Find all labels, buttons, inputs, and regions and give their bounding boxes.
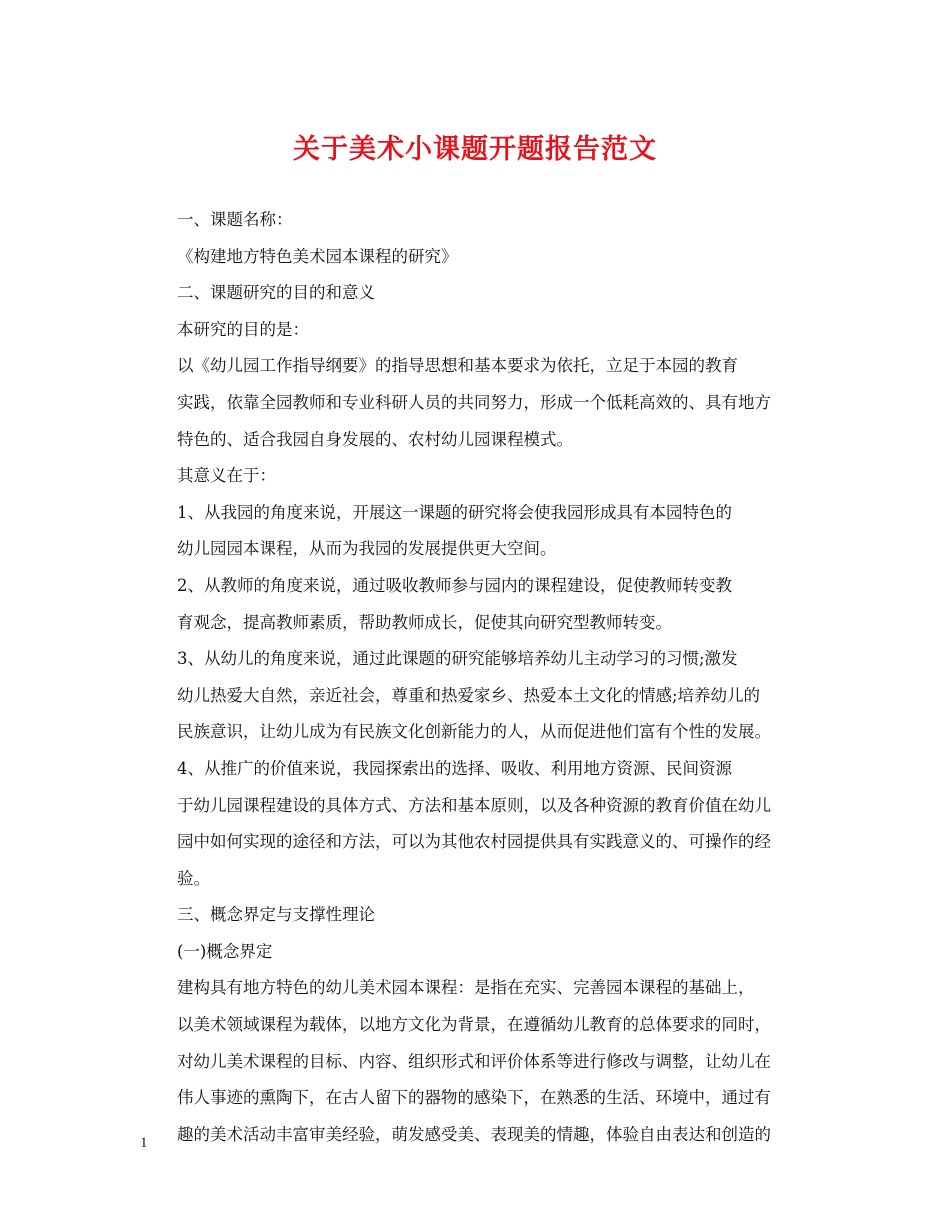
paragraph	[140, 239, 816, 276]
paragraph	[140, 641, 816, 751]
paragraph	[140, 348, 816, 458]
paragraph-line: 3、从幼儿的角度来说，通过此课题的研究能够培养幼儿主动学习的习惯;激发	[177, 649, 738, 669]
paragraph-line: 以《幼儿园工作指导纲要》的指导思想和基本要求为依托，立足于本园的教育	[177, 356, 738, 376]
paragraph	[140, 970, 816, 1153]
paragraph-line: 三、概念界定与支撑性理论	[177, 905, 375, 925]
paragraph-line: 园中如何实现的途径和方法，可以为其他农村园提供具有实践意义的、可操作的经	[177, 832, 771, 852]
paragraph-line: 1、从我园的角度来说，开展这一课题的研究将会使我园形成具有本园特色的	[177, 502, 732, 522]
paragraph	[140, 495, 816, 568]
paragraph-line: 其意义在于：	[177, 466, 276, 486]
paragraph-line: 对幼儿美术课程的目标、内容、组织形式和评价体系等进行修改与调整，让幼儿在	[177, 1051, 771, 1071]
paragraph	[140, 897, 816, 934]
paragraph	[140, 458, 816, 495]
paragraph-line: 特色的、适合我园自身发展的、农村幼儿园课程模式。	[177, 429, 573, 449]
paragraph	[140, 275, 816, 312]
paragraph-line: 建构具有地方特色的幼儿美术园本课程：是指在充实、完善园本课程的基础上，	[177, 978, 755, 998]
paragraph	[140, 312, 816, 349]
paragraph-line: 本研究的目的是：	[177, 319, 309, 339]
paragraph	[140, 202, 816, 239]
paragraph-line: 以美术领域课程为载体，以地方文化为背景，在遵循幼儿教育的总体要求的同时，	[177, 1015, 771, 1035]
paragraph-line: 2、从教师的角度来说，通过吸收教师参与园内的课程建设，促使教师转变教	[177, 575, 732, 595]
document-title: 关于美术小课题开题报告范文	[293, 134, 657, 165]
paragraph-line: 育观念，提高教师素质，帮助教师成长，促使其向研究型教师转变。	[177, 612, 672, 632]
paragraph-line: 民族意识，让幼儿成为有民族文化创新能力的人，从而促进他们富有个性的发展。	[177, 722, 771, 742]
paragraph-line: 验。	[177, 868, 210, 888]
paragraph	[140, 751, 816, 897]
paragraph-line: 4、从推广的价值来说，我园探索出的选择、吸收、利用地方资源、民间资源	[177, 758, 732, 778]
paragraph-line: 实践，依靠全园教师和专业科研人员的共同努力，形成一个低耗高效的、具有地方	[177, 392, 771, 412]
paragraph	[140, 568, 816, 641]
paragraph-line: 《构建地方特色美术园本课程的研究》	[177, 246, 458, 266]
paragraph-line: 趣的美术活动丰富审美经验，萌发感受美、表现美的情趣，体验自由表达和创造的	[177, 1124, 771, 1144]
page-number: 1	[140, 1135, 148, 1151]
document-body	[140, 202, 816, 1153]
paragraph-line: 幼儿热爱大自然，亲近社会，尊重和热爱家乡、热爱本土文化的情感;培养幼儿的	[177, 685, 761, 705]
paragraph-line: 伟人事迹的熏陶下，在古人留下的器物的感染下，在熟悉的生活、环境中，通过有	[177, 1088, 771, 1108]
paragraph-line: 二、课题研究的目的和意义	[177, 283, 375, 303]
paragraph-line: 幼儿园园本课程，从而为我园的发展提供更大空间。	[177, 539, 557, 559]
paragraph	[140, 934, 816, 971]
paragraph-line: 一、课题名称：	[177, 210, 293, 229]
paragraph-line: (一)概念界定	[177, 941, 273, 961]
paragraph-line: 于幼儿园课程建设的具体方式、方法和基本原则，以及各种资源的教育价值在幼儿	[177, 795, 771, 815]
